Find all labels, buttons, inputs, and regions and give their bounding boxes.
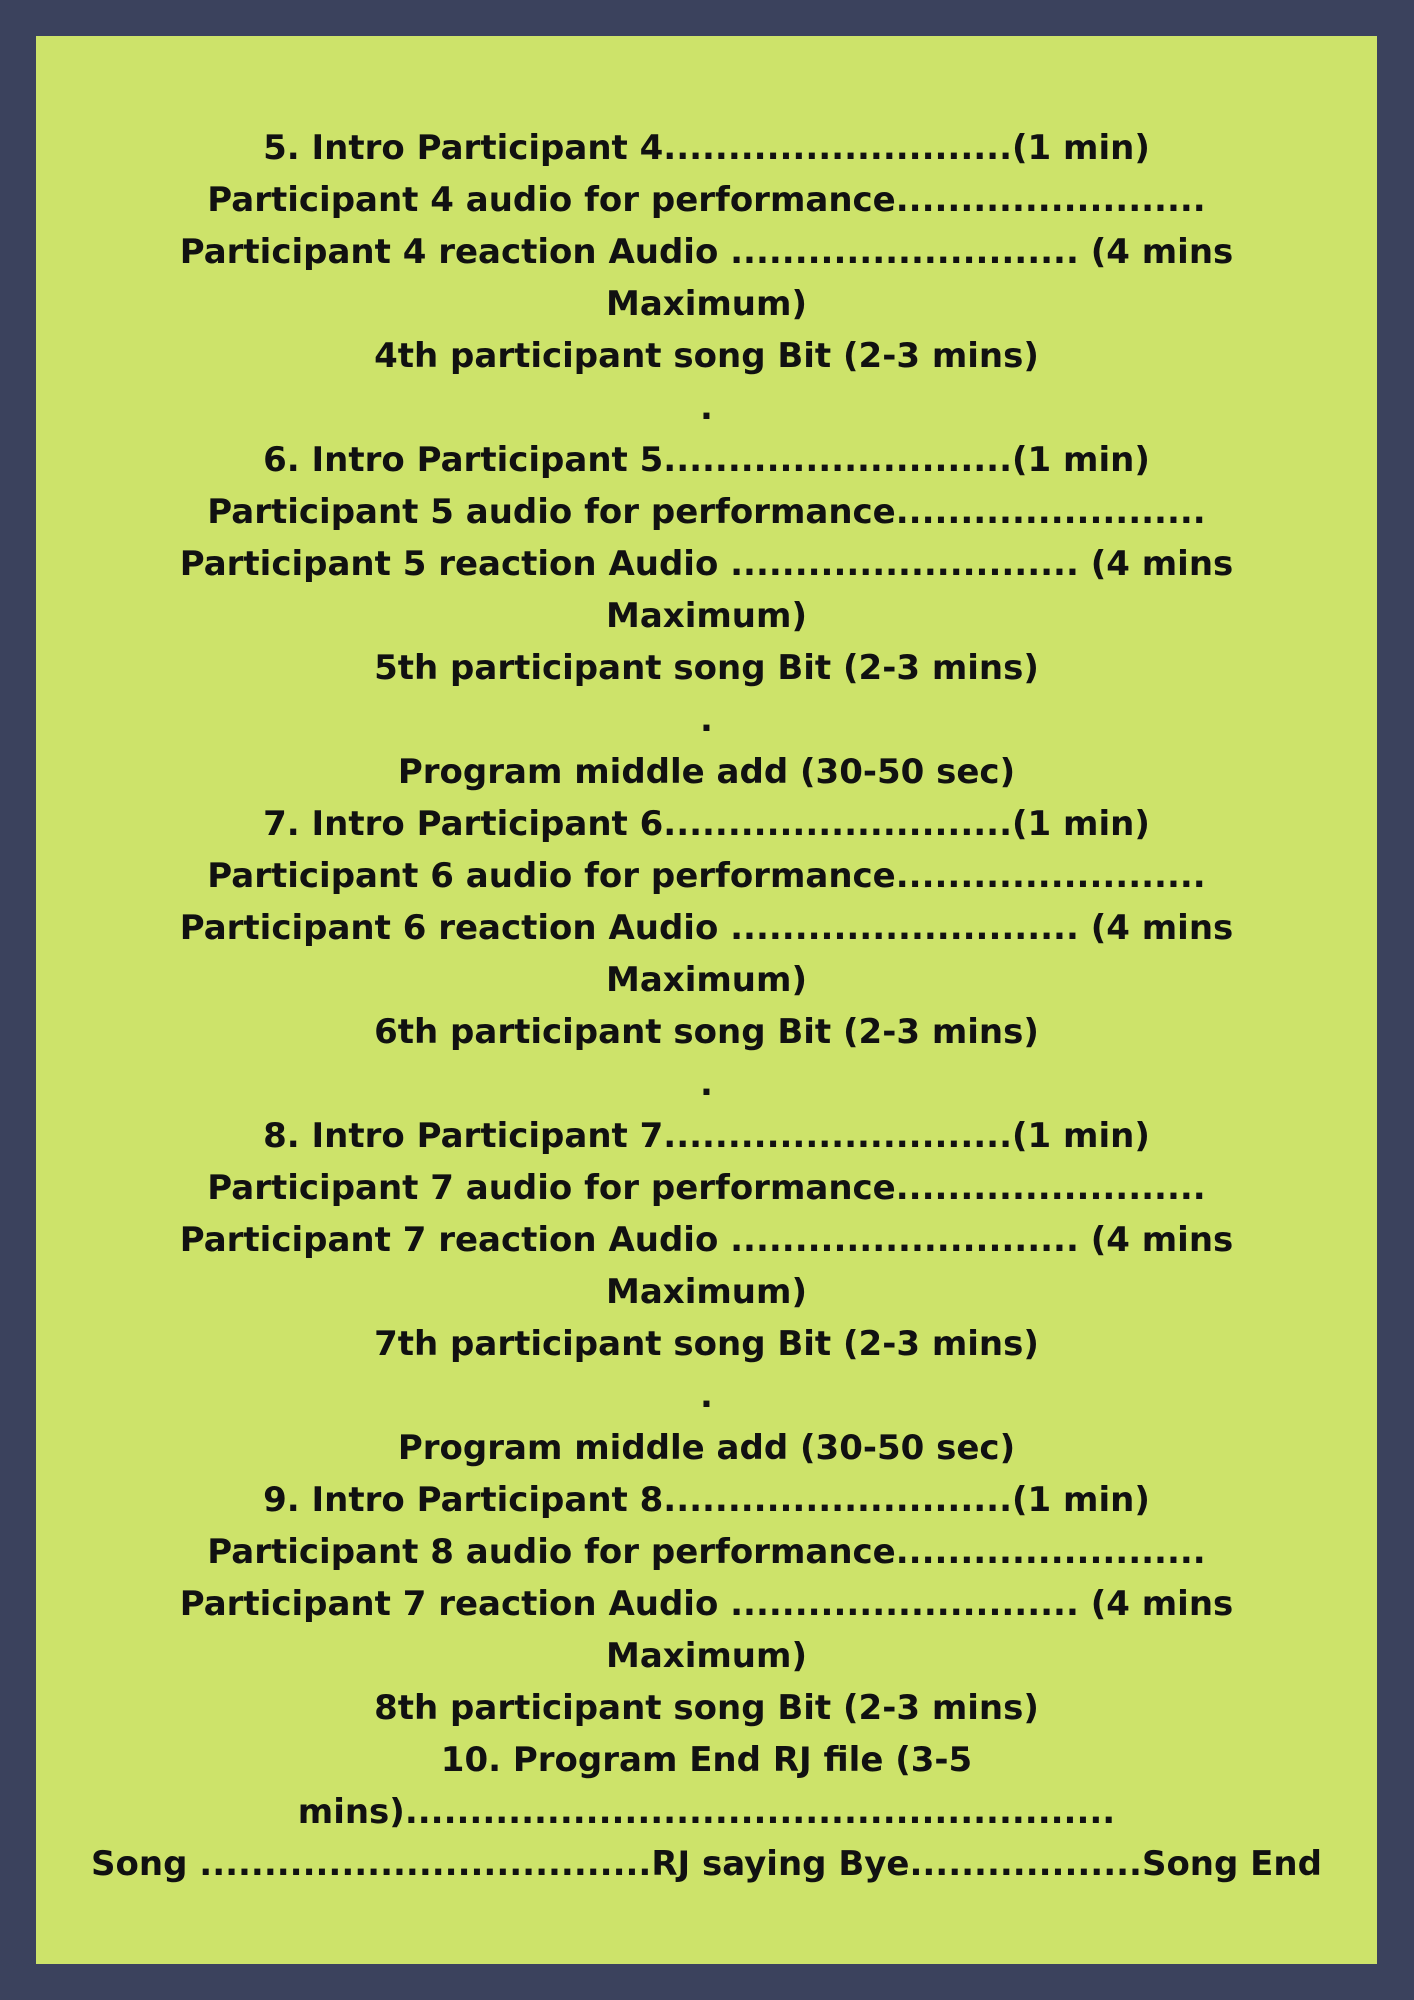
schedule-line: Program middle add (30-50 sec) — [397, 752, 1016, 792]
schedule-line: 6. Intro Participant 5...........................(1 min) — [263, 440, 1150, 480]
schedule-line: Maximum) — [606, 1636, 807, 1676]
schedule-separator: . — [700, 700, 713, 740]
schedule-line: 7th participant song Bit (2-3 mins) — [374, 1324, 1039, 1364]
schedule-line: 9. Intro Participant 8...........................(1 min) — [263, 1480, 1150, 1520]
schedule-line: Participant 6 audio for performance........................ — [207, 856, 1206, 896]
schedule-line: Participant 7 audio for performance........................ — [207, 1168, 1206, 1208]
schedule-line: Participant 4 audio for performance........................ — [207, 180, 1206, 220]
schedule-line: Maximum) — [606, 284, 807, 324]
schedule-line: Participant 5 audio for performance........................ — [207, 492, 1206, 532]
schedule-line: 8. Intro Participant 7...........................(1 min) — [263, 1116, 1150, 1156]
schedule-line: Maximum) — [606, 1272, 807, 1312]
schedule-line: 6th participant song Bit (2-3 mins) — [374, 1012, 1039, 1052]
schedule-line: Song ...................................RJ saying Bye..................Song End — [91, 1844, 1322, 1884]
schedule-separator: . — [700, 1376, 713, 1416]
schedule-line: Participant 5 reaction Audio ........................... (4 mins — [179, 544, 1234, 584]
schedule-separator: . — [700, 388, 713, 428]
schedule-separator: . — [700, 1064, 713, 1104]
schedule-line: Participant 7 reaction Audio ........................... (4 mins — [179, 1584, 1234, 1624]
schedule-line: 10. Program End RJ file (3-5 — [440, 1740, 973, 1780]
program-schedule — [36, 122, 1377, 1890]
schedule-line: 7. Intro Participant 6...........................(1 min) — [263, 804, 1150, 844]
schedule-line: 5th participant song Bit (2-3 mins) — [374, 648, 1039, 688]
schedule-line: 5. Intro Participant 4...........................(1 min) — [263, 128, 1150, 168]
schedule-line: Participant 4 reaction Audio ........................... (4 mins — [179, 232, 1234, 272]
schedule-line: Maximum) — [606, 596, 807, 636]
schedule-line: Program middle add (30-50 sec) — [397, 1428, 1016, 1468]
schedule-line: 8th participant song Bit (2-3 mins) — [374, 1688, 1039, 1728]
schedule-line: Participant 7 reaction Audio ........................... (4 mins — [179, 1220, 1234, 1260]
schedule-line: Participant 6 reaction Audio ........................... (4 mins — [179, 908, 1234, 948]
document-panel — [36, 36, 1377, 1964]
schedule-line: mins)....................................................... — [297, 1792, 1116, 1832]
schedule-line: Participant 8 audio for performance........................ — [207, 1532, 1206, 1572]
schedule-line: Maximum) — [606, 960, 807, 1000]
schedule-line: 4th participant song Bit (2-3 mins) — [374, 336, 1039, 376]
